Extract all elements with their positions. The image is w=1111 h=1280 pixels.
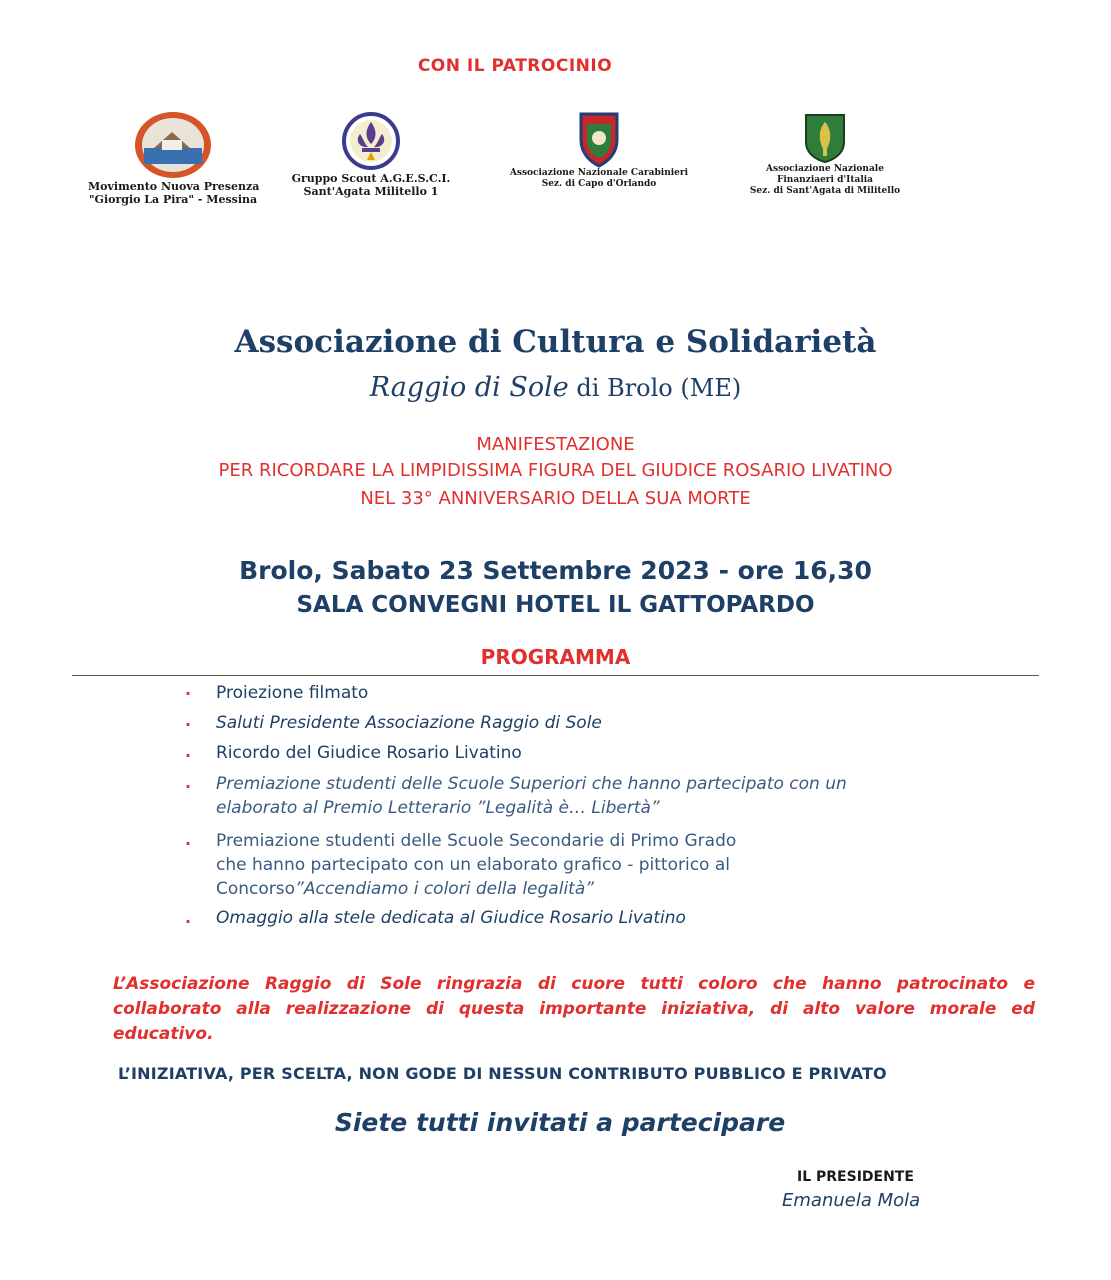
list-item xyxy=(216,829,736,901)
logo-caption-line: Finanziaeri d'Italia xyxy=(776,175,874,185)
iniziativa-notice: L’INIZIATIVA, PER SCELTA, NON GODE DI NESSUN CONTRIBUTO PUBBLICO E PRIVATO xyxy=(118,1064,887,1083)
list-bullet: . xyxy=(185,680,192,699)
list-item-line xyxy=(216,877,736,901)
list-bullet: . xyxy=(185,711,192,730)
programma-divider xyxy=(72,675,1039,676)
thanks-paragraph: L’Associazione Raggio di Sole ringrazia di cuore tutti coloro che hanno patrocinato e collaborato alla realizzazione di questa importante iniziativa, di alto valore morale ed educativo. xyxy=(113,974,1035,1044)
logo-caption-line: Sez. di Sant'Agata di Militello xyxy=(749,186,901,196)
list-bullet: . xyxy=(185,773,192,792)
carabinieri-shield-logo-icon xyxy=(577,110,621,168)
event-line-2: PER RICORDARE LA LIMPIDISSIMA FIGURA DEL GIUDICE ROSARIO LIVATINO xyxy=(218,460,893,481)
list-item-line: Premiazione studenti delle Scuole Superiori che hanno partecipato con un xyxy=(216,774,847,794)
list-item-line: che hanno partecipato con un elaborato grafico - pittorico al xyxy=(216,855,730,875)
programma-heading: PROGRAMMA xyxy=(480,645,631,669)
presidente-name: Emanuela Mola xyxy=(782,1190,921,1211)
logo-caption-line: Sant'Agata Militello 1 xyxy=(303,185,439,198)
event-line-3: NEL 33° ANNIVERSARIO DELLA SUA MORTE xyxy=(360,488,751,509)
logo-caption-line: Movimento Nuova Presenza xyxy=(88,180,260,193)
list-item-line: Premiazione studenti delle Scuole Secondarie di Primo Grado xyxy=(216,831,737,851)
association-title: Associazione di Cultura e Solidarietà xyxy=(234,324,877,360)
invitation-line: Siete tutti invitati a partecipare xyxy=(334,1108,786,1137)
logo-carabinieri xyxy=(494,110,704,190)
logo-gruppo-scout xyxy=(283,110,459,198)
list-bullet: . xyxy=(185,908,192,927)
movimento-nuova-presenza-logo-icon xyxy=(132,110,214,180)
presidente-label: IL PRESIDENTE xyxy=(797,1169,914,1185)
scout-fleur-de-lis-logo-icon xyxy=(342,110,400,172)
finanzieri-shield-logo-icon xyxy=(803,112,847,164)
list-item: Ricordo del Giudice Rosario Livatino xyxy=(216,743,522,763)
patrocinio-heading: CON IL PATROCINIO xyxy=(417,56,613,76)
list-item-line: elaborato al Premio Letterario ”Legalità è… Libertà” xyxy=(216,798,660,818)
logo-caption-line: Associazione Nazionale xyxy=(766,164,884,174)
list-item: Omaggio alla stele dedicata al Giudice Rosario Livatino xyxy=(216,908,686,928)
logo-caption-line: "Giorgio La Pira" - Messina xyxy=(88,193,258,206)
logo-finanzieri xyxy=(740,112,910,197)
event-line-1: MANIFESTAZIONE xyxy=(476,434,635,455)
list-item xyxy=(216,772,847,820)
list-item-title: ”Accendiamo i colori della legalità” xyxy=(295,879,595,899)
logo-caption-line: Sez. di Capo d'Orlando xyxy=(541,179,657,189)
list-bullet: . xyxy=(185,742,192,761)
event-venue: SALA CONVEGNI HOTEL IL GATTOPARDO xyxy=(296,592,815,618)
logo-caption-line: Gruppo Scout A.G.E.S.C.I. xyxy=(291,172,451,185)
association-name: Raggio di Sole xyxy=(369,372,569,403)
logo-movimento-nuova-presenza xyxy=(88,110,258,206)
list-item: Proiezione filmato xyxy=(216,683,369,703)
list-item-text: Concorso xyxy=(216,879,296,899)
list-item: Saluti Presidente Associazione Raggio di Sole xyxy=(216,713,602,733)
event-date: Brolo, Sabato 23 Settembre 2023 - ore 16,30 xyxy=(239,556,872,585)
list-bullet: . xyxy=(185,830,192,849)
association-subtitle xyxy=(0,372,1111,403)
logo-caption-line: Associazione Nazionale Carabinieri xyxy=(509,168,689,178)
association-location: di Brolo (ME) xyxy=(568,374,742,402)
